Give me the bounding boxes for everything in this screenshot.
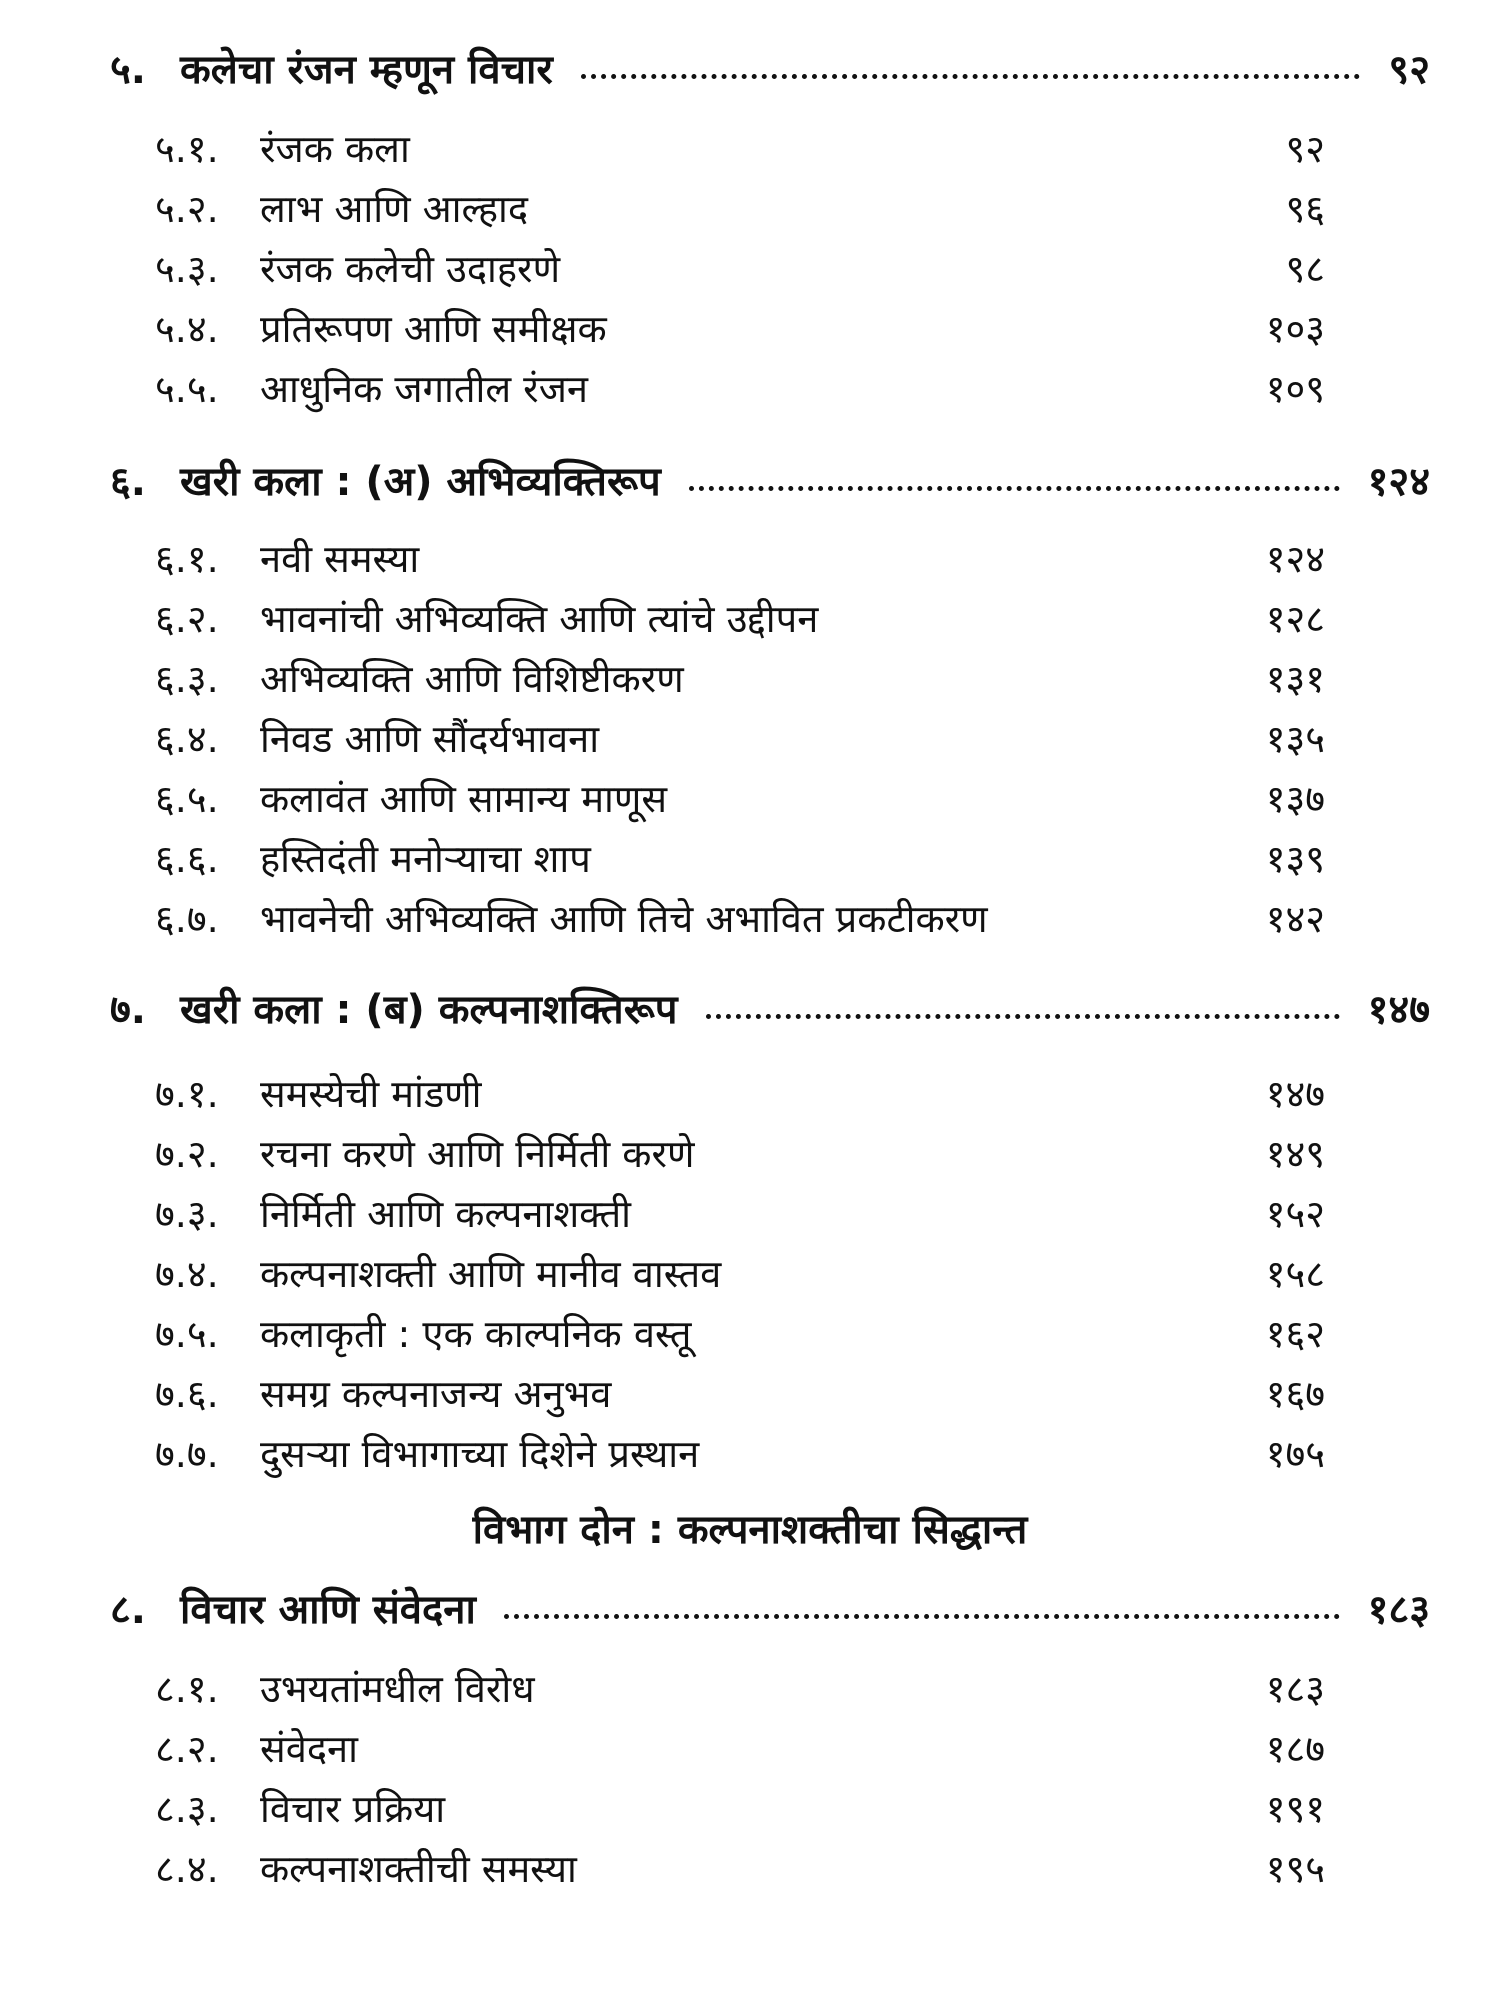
- section-6-2: [155, 597, 1325, 641]
- section-number: ७.४.: [155, 1252, 219, 1296]
- section-page: १४७: [1265, 1072, 1325, 1116]
- chapter-6-heading: [110, 459, 1430, 505]
- section-8-4: [155, 1847, 1325, 1891]
- section-page: १८३: [1265, 1667, 1325, 1711]
- dot-leader: [706, 1014, 1340, 1019]
- section-title: प्रतिरूपण आणि समीक्षक: [260, 307, 607, 351]
- chapter-number: ६.: [110, 459, 146, 505]
- section-page: ९८: [1285, 247, 1325, 291]
- chapter-number: ८.: [110, 1587, 146, 1633]
- section-title: रंजक कलेची उदाहरणे: [260, 247, 561, 291]
- section-6-1: [155, 537, 1325, 581]
- section-page: १९५: [1265, 1847, 1325, 1891]
- section-page: १०३: [1265, 307, 1325, 351]
- section-number: ८.४.: [155, 1847, 219, 1891]
- section-title: निवड आणि सौंदर्यभावना: [260, 717, 600, 761]
- section-page: १२८: [1265, 597, 1325, 641]
- section-number: ६.४.: [155, 717, 219, 761]
- section-number: ६.६.: [155, 837, 219, 881]
- chapter-7-heading: [110, 987, 1430, 1033]
- section-6-7: [155, 897, 1325, 941]
- section-page: १४२: [1265, 897, 1325, 941]
- section-title: निर्मिती आणि कल्पनाशक्ती: [260, 1192, 632, 1236]
- section-page: १९१: [1265, 1787, 1325, 1831]
- section-number: ७.३.: [155, 1192, 219, 1236]
- section-number: ५.१.: [155, 127, 219, 171]
- section-title: संवेदना: [260, 1727, 358, 1771]
- section-8-2: [155, 1727, 1325, 1771]
- section-page: ९२: [1285, 127, 1325, 171]
- chapter-title: खरी कला : (ब) कल्पनाशक्तिरूप: [180, 987, 678, 1033]
- section-title: नवी समस्या: [260, 537, 420, 581]
- chapter-page: १४७: [1367, 987, 1430, 1033]
- section-number: ५.२.: [155, 187, 219, 231]
- section-number: ६.३.: [155, 657, 219, 701]
- section-page: १६२: [1265, 1312, 1325, 1356]
- section-number: ६.२.: [155, 597, 219, 641]
- section-number: ८.३.: [155, 1787, 219, 1831]
- section-6-6: [155, 837, 1325, 881]
- section-7-4: [155, 1252, 1325, 1296]
- section-number: ६.१.: [155, 537, 219, 581]
- section-number: ८.२.: [155, 1727, 219, 1771]
- dot-leader: [689, 486, 1340, 491]
- section-6-3: [155, 657, 1325, 701]
- section-title: समग्र कल्पनाजन्य अनुभव: [260, 1372, 612, 1416]
- section-page: १७५: [1265, 1432, 1325, 1476]
- section-number: ७.२.: [155, 1132, 219, 1176]
- section-page: १८७: [1265, 1727, 1325, 1771]
- section-number: ६.५.: [155, 777, 219, 821]
- section-title: लाभ आणि आल्हाद: [260, 187, 529, 231]
- section-6-4: [155, 717, 1325, 761]
- section-title: विचार प्रक्रिया: [260, 1787, 446, 1831]
- section-number: ७.७.: [155, 1432, 219, 1476]
- section-title: कल्पनाशक्तीची समस्या: [260, 1847, 577, 1891]
- section-8-3: [155, 1787, 1325, 1831]
- section-5-4: [155, 307, 1325, 351]
- section-page: १२४: [1265, 537, 1325, 581]
- section-page: ९६: [1285, 187, 1325, 231]
- section-7-5: [155, 1312, 1325, 1356]
- section-number: ७.६.: [155, 1372, 219, 1416]
- section-title: कल्पनाशक्ती आणि मानीव वास्तव: [260, 1252, 722, 1296]
- chapter-title: विचार आणि संवेदना: [180, 1587, 476, 1633]
- section-title: हस्तिदंती मनोऱ्याचा शाप: [260, 837, 591, 881]
- section-page: १४९: [1265, 1132, 1325, 1176]
- chapter-8-heading: [110, 1587, 1430, 1633]
- section-page: १५८: [1265, 1252, 1325, 1296]
- dot-leader: [504, 1614, 1340, 1619]
- section-number: ७.१.: [155, 1072, 219, 1116]
- part-heading: विभाग दोन : कल्पनाशक्तीचा सिद्धान्त: [472, 1507, 1028, 1553]
- section-title: कलावंत आणि सामान्य माणूस: [260, 777, 668, 821]
- section-page: १३७: [1265, 777, 1325, 821]
- section-7-6: [155, 1372, 1325, 1416]
- dot-leader: [581, 74, 1361, 79]
- section-title: कलाकृती : एक काल्पनिक वस्तू: [260, 1312, 692, 1356]
- section-title: दुसऱ्या विभागाच्या दिशेने प्रस्थान: [260, 1432, 700, 1476]
- section-7-1: [155, 1072, 1325, 1116]
- section-number: ६.७.: [155, 897, 219, 941]
- section-title: अभिव्यक्ति आणि विशिष्टीकरण: [260, 657, 684, 701]
- section-page: १३१: [1265, 657, 1325, 701]
- section-page: १३५: [1265, 717, 1325, 761]
- section-title: भावनांची अभिव्यक्ति आणि त्यांचे उद्दीपन: [260, 597, 819, 641]
- section-6-5: [155, 777, 1325, 821]
- section-5-5: [155, 367, 1325, 411]
- chapter-5-heading: [110, 47, 1430, 93]
- chapter-page: १८३: [1367, 1587, 1430, 1633]
- section-number: ७.५.: [155, 1312, 219, 1356]
- section-page: १६७: [1265, 1372, 1325, 1416]
- section-5-2: [155, 187, 1325, 231]
- section-page: १३९: [1265, 837, 1325, 881]
- section-title: आधुनिक जगातील रंजन: [260, 367, 589, 411]
- chapter-number: ५.: [110, 47, 146, 93]
- chapter-title: कलेचा रंजन म्हणून विचार: [180, 47, 553, 93]
- chapter-page: ९२: [1388, 47, 1430, 93]
- section-5-1: [155, 127, 1325, 171]
- section-7-7: [155, 1432, 1325, 1476]
- section-5-3: [155, 247, 1325, 291]
- section-number: ५.४.: [155, 307, 219, 351]
- section-title: रंजक कला: [260, 127, 410, 171]
- section-page: १५२: [1265, 1192, 1325, 1236]
- section-number: ८.१.: [155, 1667, 219, 1711]
- section-title: उभयतांमधील विरोध: [260, 1667, 535, 1711]
- chapter-number: ७.: [110, 987, 146, 1033]
- section-page: १०९: [1265, 367, 1325, 411]
- chapter-title: खरी कला : (अ) अभिव्यक्तिरूप: [180, 459, 661, 505]
- section-title: भावनेची अभिव्यक्ति आणि तिचे अभावित प्रकटीकरण: [260, 897, 988, 941]
- section-title: समस्येची मांडणी: [260, 1072, 482, 1116]
- section-title: रचना करणे आणि निर्मिती करणे: [260, 1132, 695, 1176]
- chapter-page: १२४: [1367, 459, 1430, 505]
- section-number: ५.५.: [155, 367, 219, 411]
- section-8-1: [155, 1667, 1325, 1711]
- section-7-2: [155, 1132, 1325, 1176]
- section-7-3: [155, 1192, 1325, 1236]
- section-number: ५.३.: [155, 247, 219, 291]
